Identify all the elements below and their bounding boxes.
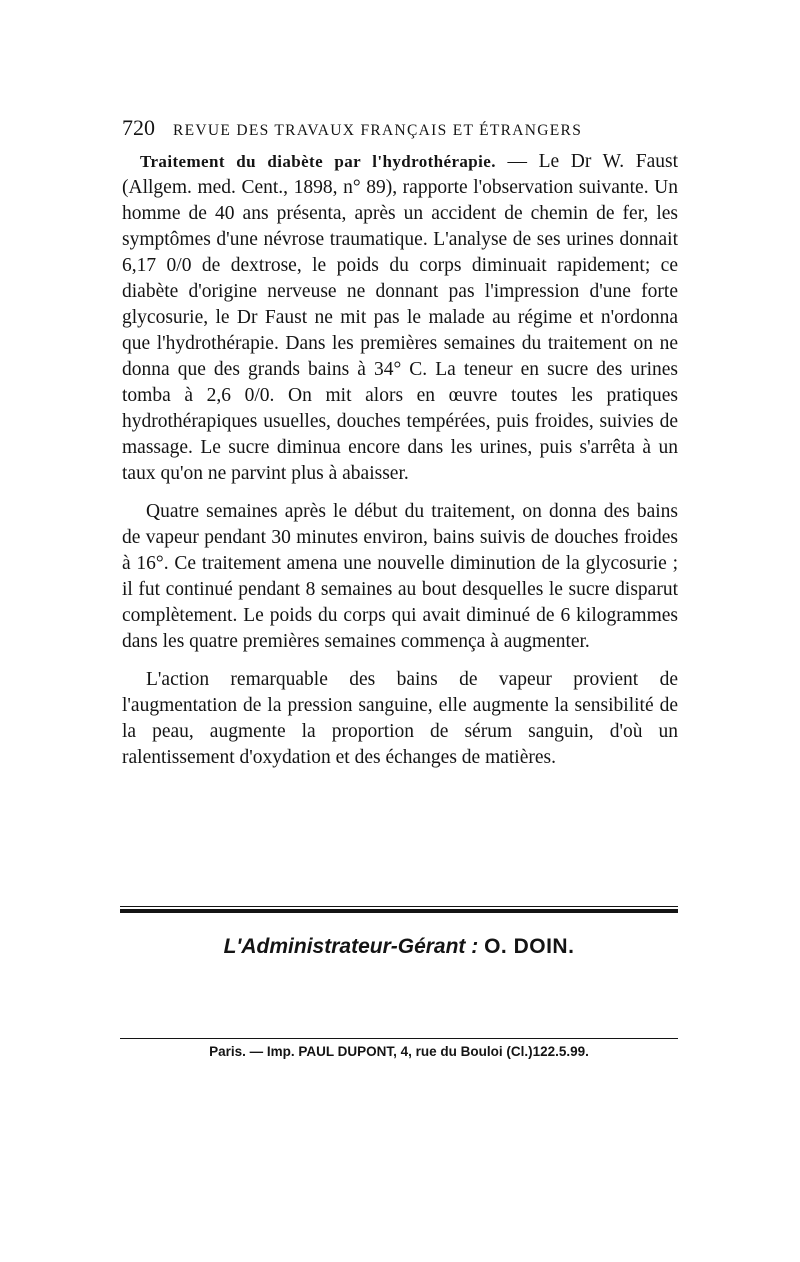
page-number: 720 [122, 115, 155, 140]
journal-title: REVUE DES TRAVAUX FRANÇAIS ET ÉTRANGERS [173, 122, 583, 139]
paragraph-2: Quatre semaines après le début du traitement, on donna des bains de vapeur pendant 30 minutes environ, bains suivis de douches froides à 16°. Ce traitement amena une nouvelle diminution de la glycosurie ; il fut continué pendant 8 semaines au bout desquelles le sucre disparut complètement. Le poids du corps qui avait diminué de 6 kilogrammes dans les quatre premières semaines commença à augmenter. [122, 501, 678, 652]
signature-role: L'Administrateur-Gérant : [223, 935, 479, 958]
article-body [122, 149, 678, 783]
signature-name: O. DOIN. [484, 935, 575, 958]
article-title: Traitement du diabète par l'hydrothérapie. [140, 152, 496, 171]
separator-rule-imprint [120, 1038, 678, 1039]
paragraph-3: L'action remarquable des bains de vapeur provient de l'augmentation de la pression sanguine, elle augmente la sensibilité de la peau, augmente la proportion de sérum sanguin, d'où un ralentissement d'oxydation et des échanges de matières. [122, 669, 678, 768]
paragraph-1-text: — Le Dr W. Faust (Allgem. med. Cent., 1898, n° 89), rapporte l'observation suivante. Un homme de 40 ans présenta, après un accident de chemin de fer, les symptômes d'une névrose traumatique. L'analyse de ses urines donnait 6,17 0/0 de dextrose, le poids du corps diminuait rapidement; ce diabète d'origine nerveuse ne donnant pas l'impression d'une forte glycosurie, le Dr Faust ne mit pas le malade au régime et n'ordonna que l'hydrothérapie. Dans les premières semaines du traitement on ne donna que des grands bains à 34° C. La teneur en sucre des urines tomba à 2,6 0/0. On mit alors en œuvre toutes les pratiques hydrothérapiques usuelles, douches tempérées, puis froides, suivies de massage. Le sucre diminua encore dans les urines, puis s'arrêta à un taux qu'on ne parvint plus à abaisser. [122, 151, 678, 484]
signature-line [120, 930, 678, 964]
separator-rule-thin-top [120, 906, 678, 907]
separator-rule-thick [120, 909, 678, 913]
paragraph-1 [122, 149, 678, 487]
printer-imprint: Paris. — Imp. PAUL DUPONT, 4, rue du Bouloi (Cl.)122.5.99. [209, 1044, 589, 1059]
running-head [122, 113, 678, 143]
